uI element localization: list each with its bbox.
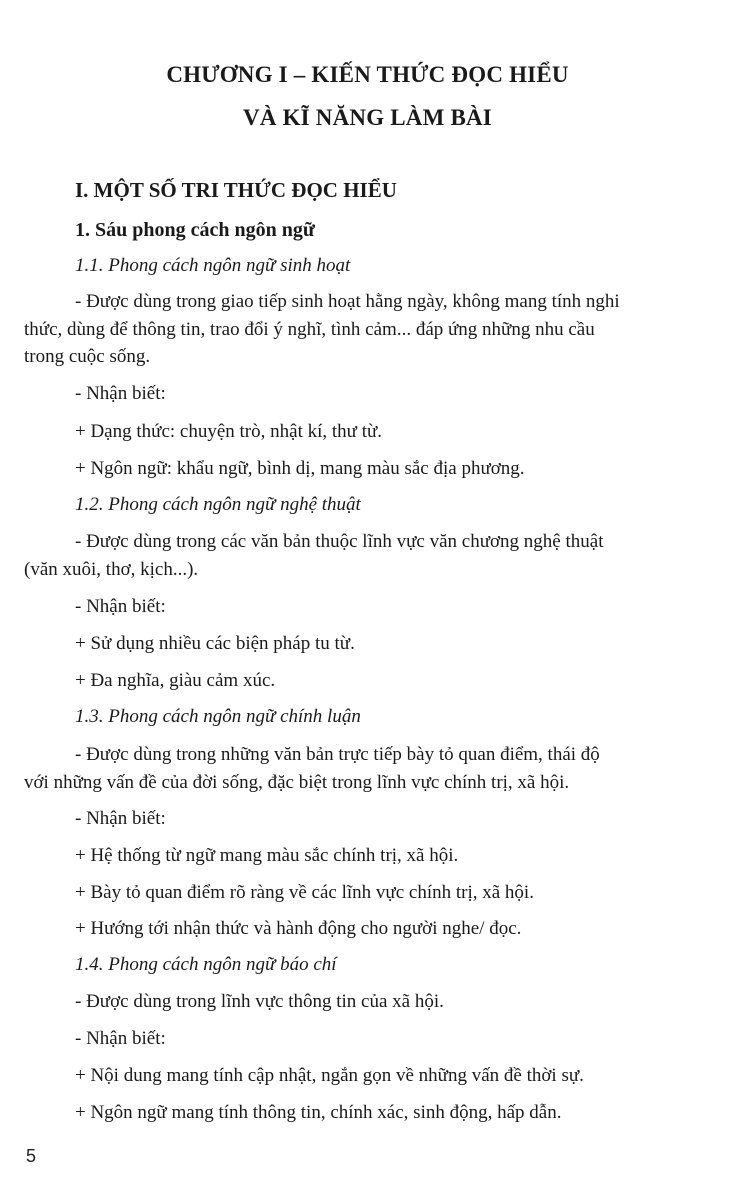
bullet-item: + Đa nghĩa, giàu cảm xúc. [75,670,276,691]
recognition-label: - Nhận biết: [75,383,166,404]
paragraph-line: trong cuộc sống. [24,346,151,367]
chapter-title-line-2: VÀ KĨ NĂNG LÀM BÀI [243,105,492,130]
paragraph-line: - Được dùng trong những văn bản trực tiếp bày tỏ quan điểm, thái độ [75,744,600,765]
section-subheading: 1. Sáu phong cách ngôn ngữ [75,219,315,241]
subsection-title-1-1: 1.1. Phong cách ngôn ngữ sinh hoạt [75,255,351,276]
bullet-item: + Ngôn ngữ mang tính thông tin, chính xác, sinh động, hấp dẫn. [75,1102,562,1123]
paragraph-line: - Được dùng trong lĩnh vực thông tin của xã hội. [75,991,444,1012]
section-heading: I. MỘT SỐ TRI THỨC ĐỌC HIỂU [75,178,397,202]
recognition-label: - Nhận biết: [75,1028,166,1049]
bullet-item: + Nội dung mang tính cập nhật, ngắn gọn về những vấn đề thời sự. [75,1065,584,1086]
recognition-label: - Nhận biết: [75,808,166,829]
bullet-item: + Bày tỏ quan điểm rõ ràng về các lĩnh vực chính trị, xã hội. [75,882,534,903]
bullet-item: + Hệ thống từ ngữ mang màu sắc chính trị, xã hội. [75,845,459,866]
bullet-item: + Ngôn ngữ: khẩu ngữ, bình dị, mang màu sắc địa phương. [75,458,525,479]
page-number: 5 [26,1146,37,1166]
paragraph-line: - Được dùng trong các văn bản thuộc lĩnh vực văn chương nghệ thuật [75,531,604,552]
paragraph-line: (văn xuôi, thơ, kịch...). [24,559,199,580]
chapter-title-line-1: CHƯƠNG I – KIẾN THỨC ĐỌC HIỂU [166,62,569,87]
subsection-title-1-4: 1.4. Phong cách ngôn ngữ báo chí [75,954,337,975]
paragraph-line: thức, dùng để thông tin, trao đổi ý nghĩ, tình cảm... đáp ứng những nhu cầu [24,319,595,340]
recognition-label: - Nhận biết: [75,596,166,617]
bullet-item: + Dạng thức: chuyện trò, nhật kí, thư từ. [75,421,383,442]
subsection-title-1-2: 1.2. Phong cách ngôn ngữ nghệ thuật [75,494,361,515]
paragraph-line: - Được dùng trong giao tiếp sinh hoạt hằng ngày, không mang tính nghi [75,291,620,312]
subsection-title-1-3: 1.3. Phong cách ngôn ngữ chính luận [75,706,361,727]
bullet-item: + Sử dụng nhiều các biện pháp tu từ. [75,633,355,654]
paragraph-line: với những vấn đề của đời sống, đặc biệt trong lĩnh vực chính trị, xã hội. [24,772,570,793]
bullet-item: + Hướng tới nhận thức và hành động cho người nghe/ đọc. [75,918,522,939]
